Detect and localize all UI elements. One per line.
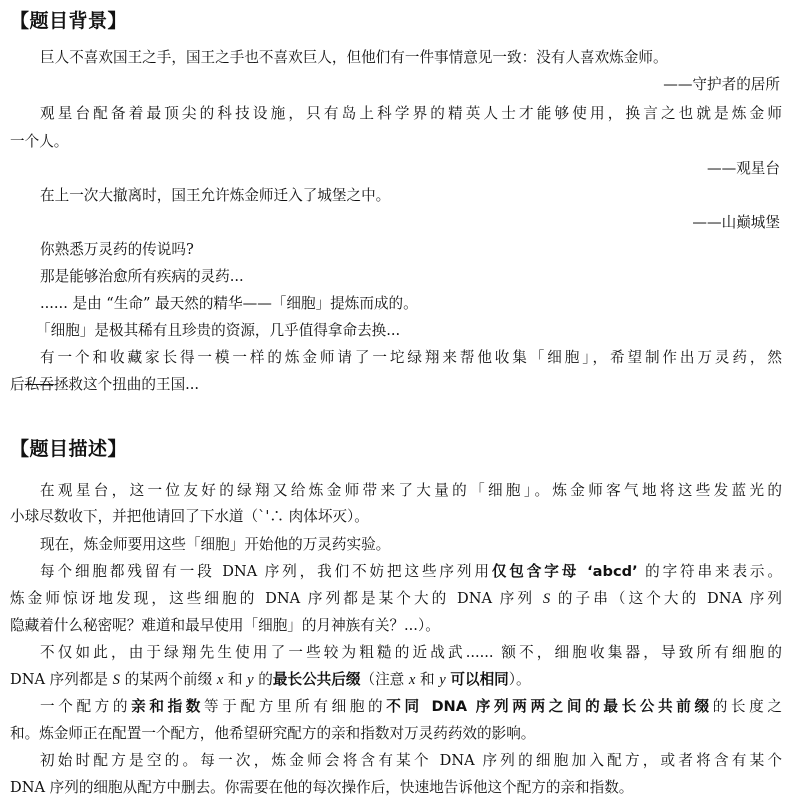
p4-h: ）。 — [508, 671, 531, 688]
background-paragraph-1: 你熟悉万灵药的传说吗? — [40, 241, 194, 258]
p5-prefix: 后 — [10, 376, 25, 393]
description-paragraph-3-line3: 隐藏着什么秘密呢？难道和最早使用「细胞」的月神族有关？...）。 — [10, 617, 440, 634]
description-paragraph-3-line1 — [6, 562, 782, 582]
p3-bold-alphabet: 仅包含字母 ‘abcd’ — [491, 563, 638, 580]
background-paragraph-4: 「细胞」是极其稀有且珍贵的资源，几乎值得拿命去换... — [36, 322, 401, 339]
description-paragraph-3-line2 — [6, 589, 782, 609]
variable-x: x — [216, 672, 224, 688]
quote-castle-text: 在上一次大撤离时，国王允许炼金师迁入了城堡之中。 — [40, 187, 391, 204]
bold-affinity-index: 亲和指数 — [131, 698, 205, 715]
p4-c: 和 — [223, 671, 248, 688]
variable-y: y — [247, 672, 254, 688]
p4-a: DNA 序列都是 — [10, 671, 113, 688]
description-paragraph-4-line1: 不仅如此，由于绿翔先生使用了一些较为粗糙的近战武...... 额不，细胞收集器，导致所有细胞的 — [40, 644, 782, 661]
description-paragraph-2: 现在，炼金师要用这些「细胞」开始他的万灵药实验。 — [40, 536, 391, 553]
bold-can-be-same: 可以相同 — [450, 671, 509, 688]
p3-line1-pre: 每个细胞都残留有一段 DNA 序列，我们不妨把这些序列用 — [40, 563, 492, 580]
description-paragraph-1-line1: 在观星台，这一位友好的绿翔又给炼金师带来了大量的「细胞」。炼金师客气地将这些发蓝光的 — [40, 482, 782, 499]
description-paragraph-4-line2 — [6, 670, 782, 690]
p5-c: 的长度之 — [712, 698, 782, 715]
description-paragraph-5-line2: 和。炼金师正在配置一个配方，他希望研究配方的亲和指数对万灵药药效的影响。 — [10, 725, 536, 742]
quote-observatory-line2: 一个人。 — [10, 133, 69, 150]
background-paragraph-5-line1: 有一个和收藏家长得一模一样的炼金师请了一坨绿翔来帮他收集「细胞」，希望制作出万灵药，然 — [40, 349, 782, 366]
quote-castle-attribution: ——山巅城堡 — [692, 214, 780, 231]
description-paragraph-6-line1: 初始时配方是空的。每一次，炼金师会将含有某个 DNA 序列的细胞加入配方，或者将含有某个 — [40, 752, 782, 769]
quote-observatory-line1: 观星台配备着最顶尖的科技设施，只有岛上科学界的精英人士才能够使用，换言之也就是炼金师 — [40, 105, 782, 122]
background-paragraph-3: ...... 是由 “生命” 最天然的精华——「细胞」提炼而成的。 — [40, 295, 418, 312]
p5-a: 一个配方的 — [40, 698, 132, 715]
variable-s: S — [542, 591, 551, 607]
p3-line2-pre: 炼金师惊讶地发现，这些细胞的 DNA 序列都是某个大的 DNA 序列 — [10, 590, 543, 607]
background-heading: 【题目背景】 — [10, 10, 128, 32]
variable-y: y — [439, 672, 446, 688]
quote-guardian-attribution: ——守护者的居所 — [663, 76, 780, 93]
bold-longest-common-suffix: 最长公共后缀 — [272, 671, 361, 688]
quote-guardian-text: 巨人不喜欢国王之手，国王之手也不喜欢巨人，但他们有一件事情意见一致：没有人喜欢炼金师。 — [40, 49, 668, 66]
variable-x: x — [408, 672, 416, 688]
description-paragraph-6-line2: DNA 序列的细胞从配方中删去。你需要在他的每次操作后，快速地告诉他这个配方的亲和指数。 — [10, 779, 634, 796]
p4-f: 和 — [415, 671, 440, 688]
background-paragraph-5-line2 — [6, 375, 782, 395]
p3-line1-post: 的字符串来表示。 — [637, 563, 782, 580]
description-paragraph-1-line2: 小球尽数收下，并把他请回了下水道（`'∴ 肉体坏灭）。 — [10, 508, 369, 525]
background-paragraph-2: 那是能够治愈所有疾病的灵药... — [40, 268, 244, 285]
p4-d: 的 — [253, 671, 273, 688]
description-paragraph-5-line1 — [6, 697, 782, 717]
quote-observatory-attribution: ——观星台 — [707, 160, 780, 177]
struck-text: 私吞 — [24, 376, 54, 393]
p5-b: 等于配方里所有细胞的 — [204, 698, 387, 715]
p3-line2-post: 的子串（这个大的 DNA 序列 — [550, 590, 782, 607]
variable-s: S — [112, 672, 120, 688]
bold-pairwise-lcp: 不同 DNA 序列两两之间的最长公共前缀 — [386, 698, 713, 715]
p4-b: 的某两个前缀 — [119, 671, 217, 688]
p5-suffix: 拯救这个扭曲的王国... — [53, 376, 200, 393]
description-heading: 【题目描述】 — [10, 438, 128, 460]
p4-e: （注意 — [360, 671, 409, 688]
